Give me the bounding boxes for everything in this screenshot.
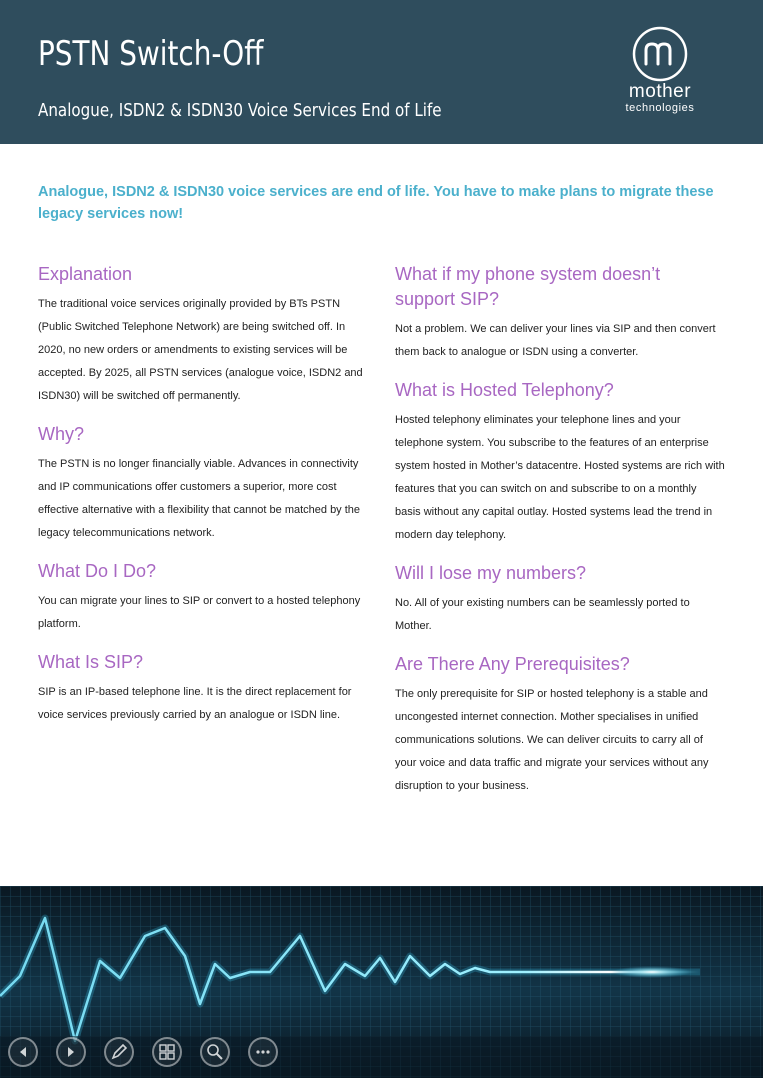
slides-icon xyxy=(154,1039,180,1065)
logo-name: mother xyxy=(628,81,692,102)
section-heading: What if my phone system doesn’t support SIP? xyxy=(395,264,661,309)
section-body: You can migrate your lines to SIP or convert to a hosted telephony platform. xyxy=(38,595,361,630)
section-what-do-i-do xyxy=(38,559,368,636)
zoom-icon xyxy=(202,1039,228,1065)
pen-button[interactable] xyxy=(104,1037,134,1067)
section-heading: Explanation xyxy=(38,264,133,284)
section-body: The PSTN is no longer financially viable. Advances in connectivity and IP communications offer customers a superior, more cost effective alternative with a flexibility that cannot be matched by the legacy telecommunications network. xyxy=(38,458,361,539)
section-body: The traditional voice services originally provided by BTs PSTN (Public Switched Telephone Network) are being switched off. In 2020, no new orders or amendments to existing services will be accepted. By 2025, all PSTN services (analogue voice, ISDN2 and ISDN30) will be switched off permanently. xyxy=(38,298,363,402)
section-body: The only prerequisite for SIP or hosted telephony is a stable and uncongested internet connection. Mother specialises in unified communications solutions. We can deliver circuits to carry all of your voice and data traffic and migrate your services without any disruption to your business. xyxy=(395,688,709,792)
section-heading: Are There Any Prerequisites? xyxy=(395,654,630,674)
logo-tagline: technologies xyxy=(625,102,695,114)
next-icon xyxy=(58,1039,84,1065)
more-button[interactable] xyxy=(248,1037,278,1067)
zoom-button[interactable] xyxy=(200,1037,230,1067)
section-sip-support xyxy=(395,262,725,364)
previous-button[interactable] xyxy=(8,1037,38,1067)
next-button[interactable] xyxy=(56,1037,86,1067)
section-why xyxy=(38,422,368,545)
section-lose-numbers xyxy=(395,561,725,638)
section-what-is-sip xyxy=(38,650,368,727)
section-body: Not a problem. We can deliver your lines via SIP and then convert them back to analogue or ISDN using a converter. xyxy=(395,323,716,358)
page-title: PSTN Switch-Off xyxy=(38,34,264,74)
previous-icon xyxy=(10,1039,36,1065)
section-body: Hosted telephony eliminates your telephone lines and your telephone system. You subscribe to the features of an enterprise system hosted in Mother’s datacentre. Hosted systems are rich with features that you can switch on and subscribe to on a monthly basis without any capital outlay. Hosted systems lead the trend in modern day telephony. xyxy=(395,414,725,541)
left-column xyxy=(38,262,368,727)
logo-m-icon xyxy=(632,26,688,82)
pen-icon xyxy=(106,1039,132,1065)
section-explanation xyxy=(38,262,368,408)
section-prerequisites xyxy=(395,652,725,798)
section-heading: Will I lose my numbers? xyxy=(395,563,587,583)
section-heading: What is Hosted Telephony? xyxy=(395,380,614,400)
section-heading: What Is SIP? xyxy=(38,652,144,672)
section-heading: Why? xyxy=(38,424,85,444)
page-subtitle: Analogue, ISDN2 & ISDN30 Voice Services End of Life xyxy=(38,100,442,121)
right-column xyxy=(395,262,725,798)
section-heading: What Do I Do? xyxy=(38,561,157,581)
section-body: SIP is an IP-based telephone line. It is the direct replacement for voice services previously carried by an analogue or ISDN line. xyxy=(38,686,352,721)
intro-statement: Analogue, ISDN2 & ISDN30 voice services are end of life. You have to make plans to migrate these legacy services now! xyxy=(38,184,714,222)
mother-technologies-logo xyxy=(610,26,710,118)
header-banner xyxy=(0,0,763,144)
more-icon xyxy=(250,1039,276,1065)
slides-button[interactable] xyxy=(152,1037,182,1067)
section-body: No. All of your existing numbers can be seamlessly ported to Mother. xyxy=(395,597,690,632)
section-hosted-telephony xyxy=(395,378,725,547)
